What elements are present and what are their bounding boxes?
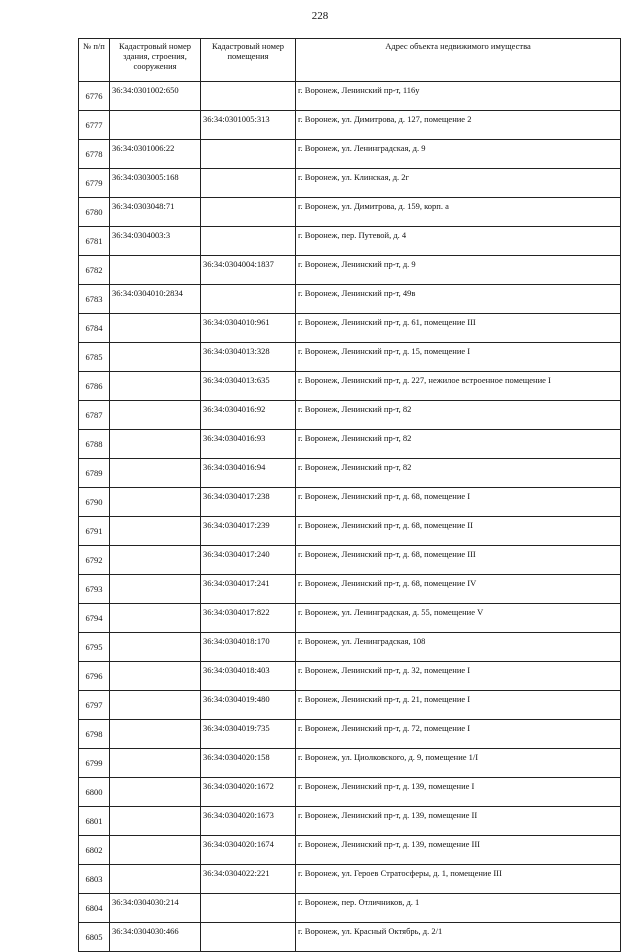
table-row: [79, 691, 621, 720]
cell-building-cadastral: [110, 488, 201, 517]
cell-building-cadastral: [110, 314, 201, 343]
table-row: [79, 517, 621, 546]
cell-premises-cadastral: [201, 285, 296, 314]
cell-premises-cadastral: 36:34:0304017:238: [201, 488, 296, 517]
cell-num: 6790: [79, 488, 110, 517]
cell-address: г. Воронеж, Ленинский пр-т, д. 68, помещение III: [296, 546, 621, 575]
cell-address: г. Воронеж, Ленинский пр-т, д. 227, нежилое встроенное помещение I: [296, 372, 621, 401]
cell-premises-cadastral: 36:34:0304017:241: [201, 575, 296, 604]
cell-address: г. Воронеж, ул. Ленинградская, д. 9: [296, 140, 621, 169]
cell-num: 6784: [79, 314, 110, 343]
cell-building-cadastral: [110, 662, 201, 691]
table-row: [79, 662, 621, 691]
table-row: [79, 604, 621, 633]
table-row: [79, 488, 621, 517]
table-row: [79, 401, 621, 430]
cell-num: 6786: [79, 372, 110, 401]
table-row: [79, 314, 621, 343]
cell-premises-cadastral: 36:34:0304020:1672: [201, 778, 296, 807]
cell-premises-cadastral: 36:34:0304013:635: [201, 372, 296, 401]
cell-premises-cadastral: 36:34:0304016:93: [201, 430, 296, 459]
cell-building-cadastral: 36:34:0301006:22: [110, 140, 201, 169]
table-row: [79, 633, 621, 662]
cell-premises-cadastral: 36:34:0304019:735: [201, 720, 296, 749]
cell-building-cadastral: 36:34:0304030:466: [110, 923, 201, 952]
cell-building-cadastral: [110, 604, 201, 633]
table-row: [79, 227, 621, 256]
cell-num: 6785: [79, 343, 110, 372]
cell-building-cadastral: 36:34:0303048:71: [110, 198, 201, 227]
cell-num: 6791: [79, 517, 110, 546]
cell-num: 6787: [79, 401, 110, 430]
table-header: [79, 39, 621, 82]
cell-num: 6781: [79, 227, 110, 256]
cell-building-cadastral: 36:34:0303005:168: [110, 169, 201, 198]
table-row: [79, 111, 621, 140]
cell-address: г. Воронеж, Ленинский пр-т, 82: [296, 401, 621, 430]
table-row: [79, 372, 621, 401]
cell-building-cadastral: [110, 865, 201, 894]
cell-address: г. Воронеж, пер. Путевой, д. 4: [296, 227, 621, 256]
cell-address: г. Воронеж, Ленинский пр-т, 82: [296, 459, 621, 488]
cell-num: 6802: [79, 836, 110, 865]
cell-address: г. Воронеж, Ленинский пр-т, 82: [296, 430, 621, 459]
cell-address: г. Воронеж, ул. Героев Стратосферы, д. 1, помещение III: [296, 865, 621, 894]
cell-premises-cadastral: 36:34:0304020:158: [201, 749, 296, 778]
cell-premises-cadastral: 36:34:0304020:1674: [201, 836, 296, 865]
cell-building-cadastral: [110, 691, 201, 720]
cell-premises-cadastral: 36:34:0304020:1673: [201, 807, 296, 836]
cell-address: г. Воронеж, Ленинский пр-т, д. 32, помещение I: [296, 662, 621, 691]
cell-num: 6780: [79, 198, 110, 227]
cell-address: г. Воронеж, ул. Ленинградская, 108: [296, 633, 621, 662]
cell-building-cadastral: 36:34:0304003:3: [110, 227, 201, 256]
table-row: [79, 82, 621, 111]
cell-building-cadastral: [110, 343, 201, 372]
cell-building-cadastral: 36:34:0304030:214: [110, 894, 201, 923]
table-row: [79, 546, 621, 575]
cell-premises-cadastral: 36:34:0304010:961: [201, 314, 296, 343]
cell-address: г. Воронеж, Ленинский пр-т, д. 139, помещение III: [296, 836, 621, 865]
cell-address: г. Воронеж, Ленинский пр-т, д. 68, помещение II: [296, 517, 621, 546]
cell-address: г. Воронеж, Ленинский пр-т, 116у: [296, 82, 621, 111]
cell-address: г. Воронеж, Ленинский пр-т, д. 21, помещение I: [296, 691, 621, 720]
cell-premises-cadastral: [201, 169, 296, 198]
cell-address: г. Воронеж, Ленинский пр-т, д. 139, помещение II: [296, 807, 621, 836]
table-row: [79, 836, 621, 865]
cell-building-cadastral: [110, 430, 201, 459]
cell-num: 6804: [79, 894, 110, 923]
cell-num: 6800: [79, 778, 110, 807]
cell-building-cadastral: [110, 111, 201, 140]
table-row: [79, 894, 621, 923]
page-number: 228: [311, 10, 329, 22]
cell-building-cadastral: [110, 807, 201, 836]
cell-num: 6797: [79, 691, 110, 720]
cell-premises-cadastral: [201, 140, 296, 169]
cell-premises-cadastral: 36:34:0304016:92: [201, 401, 296, 430]
cell-address: г. Воронеж, Ленинский пр-т, д. 72, помещение I: [296, 720, 621, 749]
cell-num: 6782: [79, 256, 110, 285]
cell-num: 6779: [79, 169, 110, 198]
table-row: [79, 749, 621, 778]
cell-building-cadastral: 36:34:0301002:650: [110, 82, 201, 111]
cell-building-cadastral: [110, 517, 201, 546]
cell-premises-cadastral: 36:34:0304004:1837: [201, 256, 296, 285]
cell-premises-cadastral: [201, 82, 296, 111]
header-address: Адрес объекта недвижимого имущества: [296, 39, 621, 82]
cell-premises-cadastral: 36:34:0304017:240: [201, 546, 296, 575]
table-row: [79, 140, 621, 169]
cell-address: г. Воронеж, Ленинский пр-т, д. 68, помещение I: [296, 488, 621, 517]
cell-premises-cadastral: [201, 227, 296, 256]
cell-address: г. Воронеж, ул. Циолковского, д. 9, помещение 1/I: [296, 749, 621, 778]
header-row: [79, 39, 621, 82]
table-row: [79, 343, 621, 372]
cell-premises-cadastral: [201, 198, 296, 227]
cell-num: 6796: [79, 662, 110, 691]
cell-address: г. Воронеж, пер. Отличников, д. 1: [296, 894, 621, 923]
header-premises-cadastral: Кадастровый номер помещения: [201, 39, 296, 82]
cell-address: г. Воронеж, ул. Димитрова, д. 159, корп. а: [296, 198, 621, 227]
table-row: [79, 575, 621, 604]
cell-building-cadastral: [110, 256, 201, 285]
cell-building-cadastral: [110, 372, 201, 401]
cell-address: г. Воронеж, ул. Клинская, д. 2г: [296, 169, 621, 198]
cell-address: г. Воронеж, Ленинский пр-т, д. 139, помещение I: [296, 778, 621, 807]
cell-building-cadastral: [110, 575, 201, 604]
cell-building-cadastral: [110, 836, 201, 865]
cell-address: г. Воронеж, ул. Красный Октябрь, д. 2/1: [296, 923, 621, 952]
cell-num: 6793: [79, 575, 110, 604]
cell-num: 6778: [79, 140, 110, 169]
table-row: [79, 923, 621, 952]
cell-num: 6794: [79, 604, 110, 633]
table-row: [79, 778, 621, 807]
cell-address: г. Воронеж, Ленинский пр-т, д. 68, помещение IV: [296, 575, 621, 604]
cell-num: 6776: [79, 82, 110, 111]
cell-premises-cadastral: 36:34:0304019:480: [201, 691, 296, 720]
cell-building-cadastral: [110, 401, 201, 430]
cell-building-cadastral: [110, 749, 201, 778]
cell-address: г. Воронеж, Ленинский пр-т, д. 15, помещение I: [296, 343, 621, 372]
cell-premises-cadastral: 36:34:0304018:403: [201, 662, 296, 691]
cell-premises-cadastral: 36:34:0304016:94: [201, 459, 296, 488]
header-num: № п/п: [79, 39, 110, 82]
header-building-cadastral: Кадастровый номер здания, строения, сооружения: [110, 39, 201, 82]
table-body: [79, 82, 621, 952]
cell-building-cadastral: [110, 778, 201, 807]
cell-num: 6801: [79, 807, 110, 836]
cell-num: 6799: [79, 749, 110, 778]
table-row: [79, 285, 621, 314]
cell-building-cadastral: 36:34:0304010:2834: [110, 285, 201, 314]
table-row: [79, 256, 621, 285]
cell-premises-cadastral: 36:34:0304022:221: [201, 865, 296, 894]
table-row: [79, 865, 621, 894]
cell-premises-cadastral: 36:34:0304018:170: [201, 633, 296, 662]
cell-num: 6795: [79, 633, 110, 662]
table-row: [79, 807, 621, 836]
cell-address: г. Воронеж, ул. Димитрова, д. 127, помещение 2: [296, 111, 621, 140]
cell-premises-cadastral: 36:34:0304017:822: [201, 604, 296, 633]
cell-building-cadastral: [110, 546, 201, 575]
cell-building-cadastral: [110, 459, 201, 488]
cell-num: 6805: [79, 923, 110, 952]
table-row: [79, 720, 621, 749]
cell-premises-cadastral: 36:34:0304017:239: [201, 517, 296, 546]
cell-num: 6803: [79, 865, 110, 894]
cell-premises-cadastral: 36:34:0304013:328: [201, 343, 296, 372]
cell-num: 6783: [79, 285, 110, 314]
table-row: [79, 169, 621, 198]
cell-address: г. Воронеж, Ленинский пр-т, д. 61, помещение III: [296, 314, 621, 343]
cell-building-cadastral: [110, 720, 201, 749]
property-registry-table: [78, 38, 621, 952]
cell-address: г. Воронеж, Ленинский пр-т, 49в: [296, 285, 621, 314]
cell-address: г. Воронеж, Ленинский пр-т, д. 9: [296, 256, 621, 285]
cell-num: 6798: [79, 720, 110, 749]
cell-num: 6789: [79, 459, 110, 488]
cell-address: г. Воронеж, ул. Ленинградская, д. 55, помещение V: [296, 604, 621, 633]
cell-premises-cadastral: [201, 923, 296, 952]
cell-premises-cadastral: 36:34:0301005:313: [201, 111, 296, 140]
cell-num: 6777: [79, 111, 110, 140]
cell-num: 6788: [79, 430, 110, 459]
cell-num: 6792: [79, 546, 110, 575]
table-row: [79, 198, 621, 227]
table-row: [79, 459, 621, 488]
table-row: [79, 430, 621, 459]
cell-building-cadastral: [110, 633, 201, 662]
cell-premises-cadastral: [201, 894, 296, 923]
